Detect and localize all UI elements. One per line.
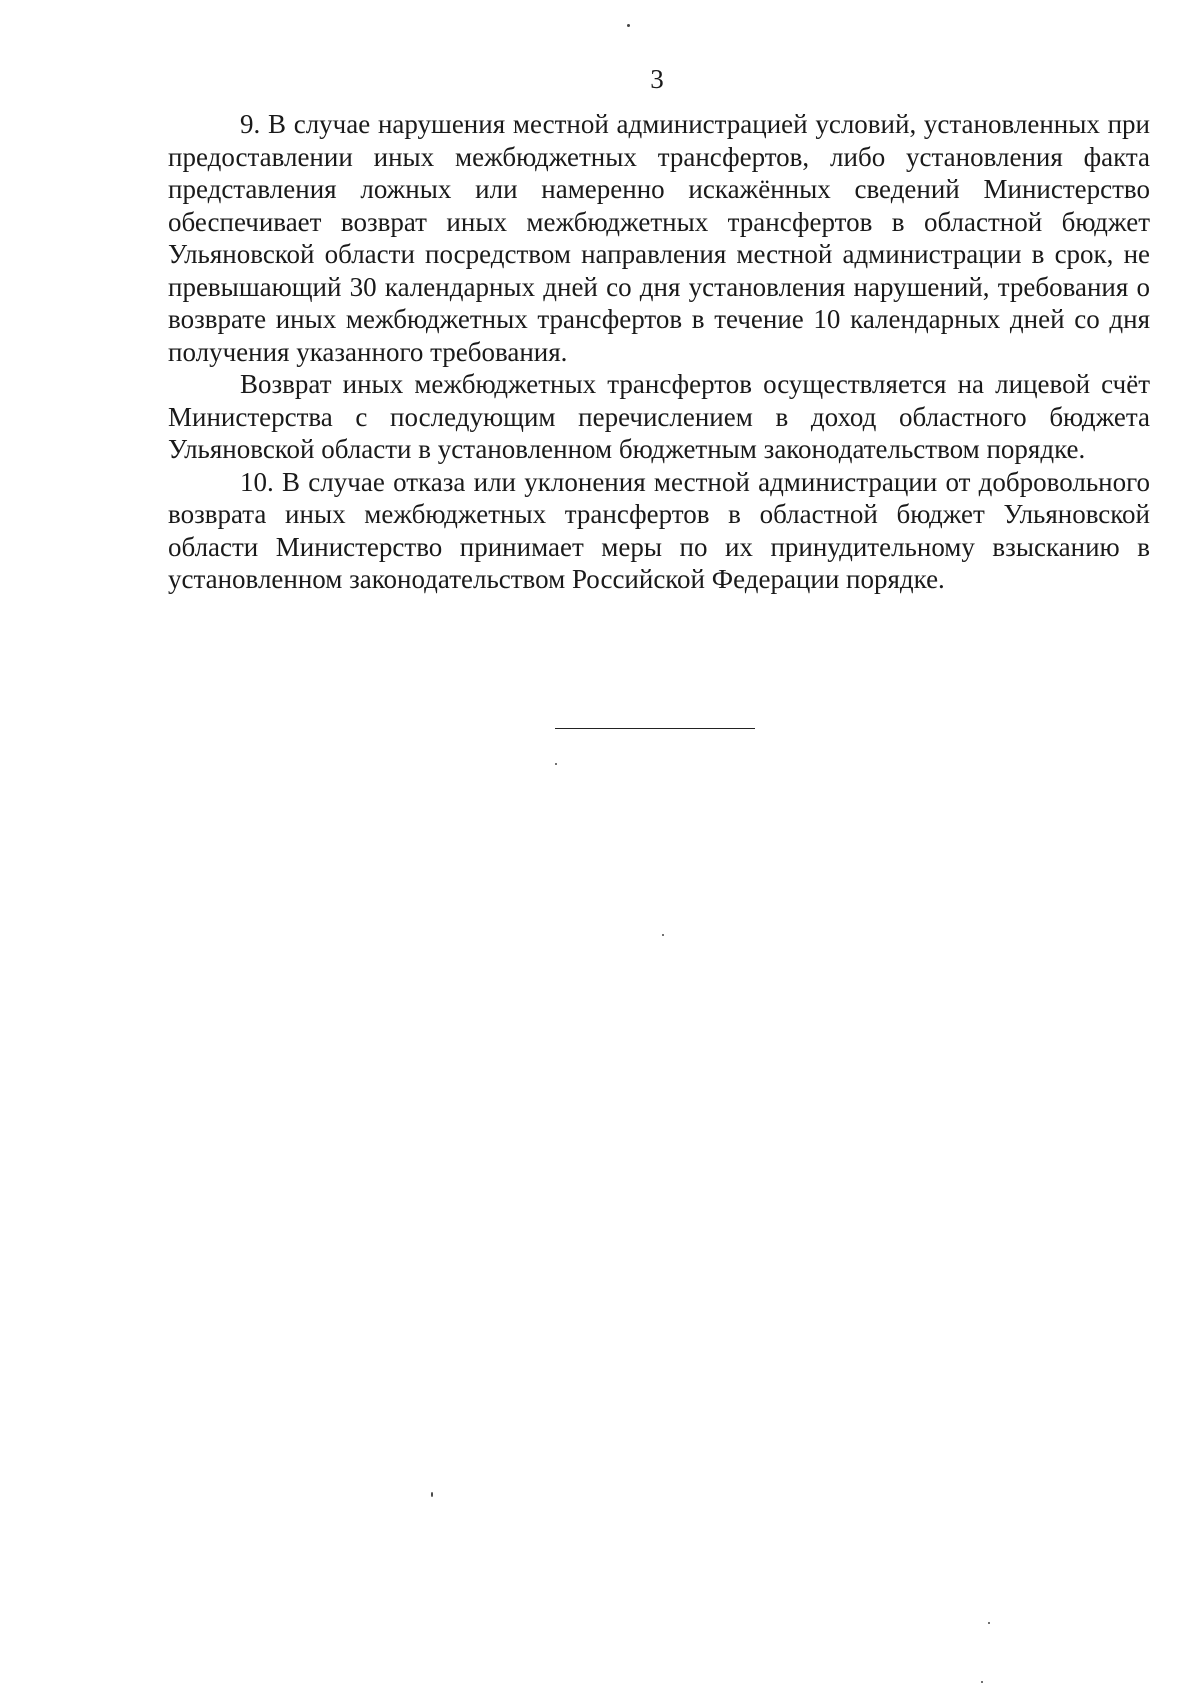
paragraph-9: 9. В случае нарушения местной администрацией условий, установленных при предоставлении иных межбюджетных трансфертов, либо установления факта представления ложных или намеренно искажённых сведений Министерство обеспечивает возврат иных межбюджетных трансфертов в областной бюджет Ульяновской области посредством направления местной администрации в срок, не превышающий 30 календарных дней со дня установления нарушений, требования о возврате иных межбюджетных трансфертов в течение 10 календарных дней со дня получения указанного требования.: [168, 109, 1150, 367]
page-number: 3: [650, 64, 664, 94]
paragraph-10: 10. В случае отказа или уклонения местной администрации от добровольного возврата иных межбюджетных трансфертов в областной бюджет Ульяновской области Министерство принимает меры по их принудительному взысканию в установленном законодательством Российской Федерации порядке.: [168, 466, 1150, 594]
scan-speck: [662, 934, 664, 936]
scan-speck: [555, 763, 557, 765]
scan-speck: [431, 1492, 433, 1497]
scan-speck: [981, 1681, 983, 1683]
document-body: [168, 108, 1150, 596]
scan-speck: [627, 24, 630, 27]
paragraph-refund-account: Возврат иных межбюджетных трансфертов осуществляется на лицевой счёт Министерства с последующим перечислением в доход областного бюджета Ульяновской области в установленном бюджетным законодательством порядке.: [168, 369, 1150, 464]
scan-speck: [988, 1622, 990, 1624]
end-separator-line: [555, 728, 755, 729]
